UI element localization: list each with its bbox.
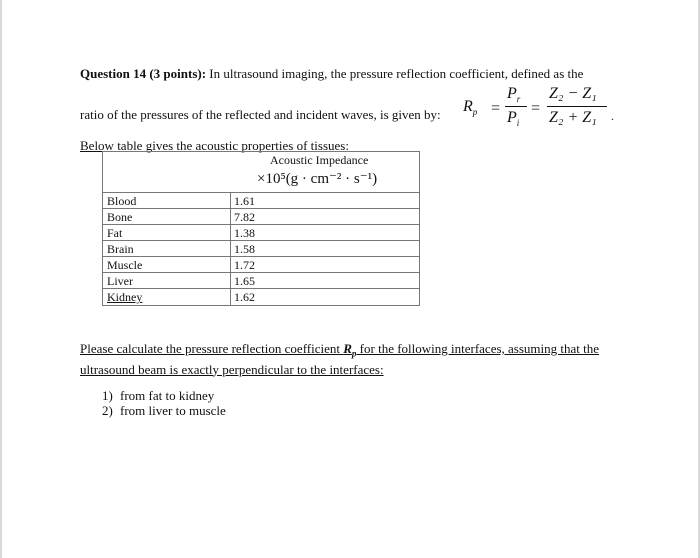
table-cell-tissue: Muscle	[107, 258, 143, 272]
formula-numerator-1: $P_r$	[507, 85, 521, 105]
list-item: 1) from fat to kidney	[102, 388, 215, 403]
table-cell-value: 1.72	[234, 258, 255, 272]
table-cell-tissue: Bone	[107, 210, 133, 224]
formula-equals-2: =	[531, 100, 541, 117]
tissue-impedance-table	[102, 151, 420, 306]
table-header-line2: ×10⁵(g · cm⁻² · s⁻¹)	[257, 171, 378, 187]
table-row-divider	[103, 208, 419, 209]
formula-end-period: .	[611, 109, 614, 123]
table-cell-tissue: Kidney	[107, 290, 143, 304]
table-cell-value: 1.58	[234, 242, 255, 256]
question-text: In ultrasound imaging, the pressure reflection coefficient, defined as the	[206, 66, 584, 81]
formula-lhs: $R_p$	[463, 98, 478, 118]
question-heading	[80, 66, 583, 82]
question-ratio-text: ratio of the pressures of the reflected and incident waves, is given by:	[80, 107, 441, 122]
formula-numerator-2: Z₂ − Z₁	[549, 85, 597, 102]
table-cell-value: 1.62	[234, 290, 255, 304]
table-header-divider	[103, 192, 419, 193]
table-header-line1: Acoustic Impedance	[270, 153, 369, 167]
table-cell-value: 1.38	[234, 226, 255, 240]
table-row-divider	[103, 272, 419, 273]
reflection-formula	[461, 86, 621, 138]
instruction-symbol: $R_p$	[343, 341, 357, 359]
table-row-divider	[103, 288, 419, 289]
formula-denominator-2: Z₂ + Z₁	[549, 109, 597, 126]
formula-denominator-1: $P_i$	[507, 109, 520, 129]
table-cell-tissue: Fat	[107, 226, 123, 240]
table-cell-value: 7.82	[234, 210, 255, 224]
table-intro: Below table gives the acoustic properties of tissues:	[80, 138, 349, 153]
table-cell-tissue: Blood	[107, 194, 137, 208]
list-item: 2) from liver to muscle	[102, 403, 226, 418]
table-row-divider	[103, 240, 419, 241]
task-list	[102, 388, 226, 418]
formula-fraction-bar-1	[505, 106, 527, 107]
table-cell-tissue: Brain	[107, 242, 134, 256]
table-cell-value: 1.61	[234, 194, 255, 208]
table-row-divider	[103, 256, 419, 257]
table-cell-value: 1.65	[234, 274, 255, 288]
table-row-divider	[103, 224, 419, 225]
page-border-left	[0, 0, 2, 558]
formula-equals-1: =	[491, 100, 501, 117]
instruction-text: Please calculate the pressure reflection coefficient $R_p$ for the following interfaces, assuming that the ultrasound beam is exactly perpendicular to the interfaces:	[80, 341, 600, 377]
question-label: Question 14 (3 points):	[80, 66, 207, 81]
formula-fraction-bar-2	[547, 106, 607, 107]
table-cell-tissue: Liver	[107, 274, 133, 288]
